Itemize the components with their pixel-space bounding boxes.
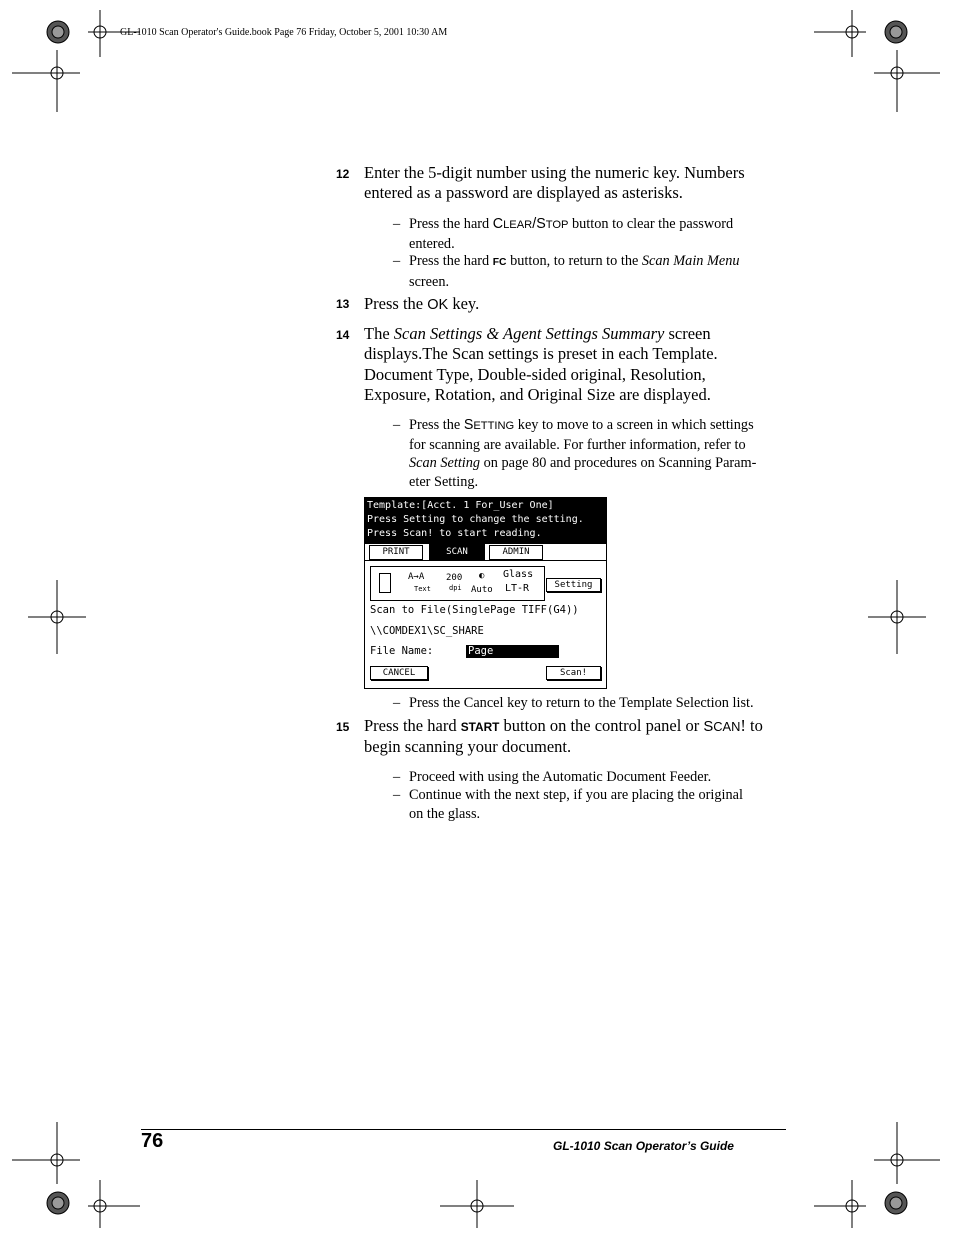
step-line: Exposure, Rotation, and Original Size are displayed. xyxy=(364,384,711,404)
setting-button[interactable]: Setting xyxy=(546,578,601,592)
bullet-dash: – xyxy=(393,695,401,711)
bullet-text: for scanning are available. For further information, refer to xyxy=(409,436,746,453)
step-line: key. xyxy=(448,294,480,313)
bullet-text: button, to return to the xyxy=(506,253,642,269)
exposure-label: Auto xyxy=(471,585,493,595)
bullet-dash: – xyxy=(393,769,401,785)
page-number: 76 xyxy=(141,1130,164,1152)
step-number: 13 xyxy=(336,297,350,311)
bullet-text: screen. xyxy=(409,273,450,290)
bullet-text: Proceed with using the Automatic Document Feeder. xyxy=(409,769,712,785)
bullet-text: Press the hard xyxy=(409,253,493,269)
step-line: Press the hard xyxy=(364,716,461,735)
bullet-dash: – xyxy=(393,417,401,433)
key-name: S xyxy=(463,417,474,433)
step-number: 14 xyxy=(336,328,350,342)
source-label: Glass xyxy=(503,569,534,580)
bullet-text: Continue with the next step, if you are placing the original xyxy=(409,787,743,803)
step-line: Document Type, Double-sided original, Resolution, xyxy=(364,364,706,384)
key-name: TOP xyxy=(545,219,569,231)
key-name: CAN xyxy=(713,719,741,734)
bullet-text: Press the xyxy=(409,417,464,433)
resolution-unit: dpi xyxy=(449,584,462,592)
tab-scan[interactable]: SCAN xyxy=(430,545,484,560)
share-path: \\COMDEX1\SC_SHARE xyxy=(370,625,484,637)
bullet-dash: – xyxy=(393,216,401,232)
key-name: ETTING xyxy=(473,420,515,432)
bullet-text: key to move to a screen in which settings xyxy=(514,417,754,433)
running-footer-title: GL-1010 Scan Operator’s Guide xyxy=(553,1139,734,1153)
scan-settings-screen xyxy=(364,497,607,689)
header-instruction: Press Setting to change the setting. xyxy=(367,514,584,525)
cross-reference: Scan Setting xyxy=(409,455,481,471)
bullet-text: Press the hard xyxy=(409,216,493,232)
exposure-icon: ◐ xyxy=(479,571,485,581)
tab-print[interactable]: PRINT xyxy=(369,545,423,560)
cancel-button[interactable]: CANCEL xyxy=(370,666,428,680)
step-line: Press the xyxy=(364,294,428,313)
key-name: C xyxy=(492,216,504,232)
file-name-label: File Name: xyxy=(370,645,434,657)
tab-admin[interactable]: ADMIN xyxy=(489,545,543,560)
template-title: Template:[Acct. 1 For_User One] xyxy=(367,500,554,511)
screen-name: Scan Main Menu xyxy=(641,253,740,269)
document-icon xyxy=(379,573,391,593)
doc-type-label: Text xyxy=(414,585,431,593)
bullet-text: entered. xyxy=(409,235,455,252)
step-line: entered as a password are displayed as asterisks. xyxy=(364,183,683,203)
bullet-text: on page 80 and procedures on Scanning Param- xyxy=(480,455,757,471)
book-slug: GL-1010 Scan Operator's Guide.book Page 76 Friday, October 5, 2001 10:30 AM xyxy=(120,27,448,38)
header-instruction: Press Scan! to start reading. xyxy=(367,528,542,539)
bullet-text: on the glass. xyxy=(409,805,481,822)
step-number: 12 xyxy=(336,167,350,181)
bullet-text: eter Setting. xyxy=(409,473,479,490)
step-text xyxy=(364,716,774,758)
key-name: LEAR xyxy=(503,219,533,231)
screen-name: Scan Settings & Agent Settings Summary xyxy=(393,324,665,343)
footer-rule xyxy=(141,1129,786,1130)
step-line: ! to xyxy=(740,716,763,735)
scan-button[interactable]: Scan! xyxy=(546,666,601,680)
step-line: begin scanning your document. xyxy=(364,737,572,757)
resolution-value: 200 xyxy=(446,573,463,583)
size-label: LT-R xyxy=(505,583,530,594)
divider xyxy=(365,560,606,561)
doc-type-icon: A→A xyxy=(408,572,425,582)
screen-header xyxy=(365,498,606,544)
bullet-dash: – xyxy=(393,253,401,269)
step-line: Enter the 5-digit number using the numeric key. Numbers xyxy=(364,163,745,182)
bullet-text: Press the Cancel key to return to the Template Selection list. xyxy=(409,695,754,711)
key-name: /S xyxy=(532,216,546,232)
step-text xyxy=(364,324,774,405)
settings-summary-box xyxy=(370,566,545,601)
step-number: 15 xyxy=(336,720,350,734)
scan-destination: Scan to File(SinglePage TIFF(G4)) xyxy=(370,604,579,616)
step-line: The xyxy=(364,324,394,343)
step-line: button on the control panel or xyxy=(499,716,704,735)
file-name-input[interactable]: Page xyxy=(466,645,559,658)
step-text xyxy=(364,163,774,204)
key-name: START xyxy=(460,720,500,734)
bullet-dash: – xyxy=(393,787,401,803)
step-line: displays.The Scan settings is preset in each Template. xyxy=(364,344,718,364)
step-text xyxy=(364,294,774,315)
bullet-text: button to clear the password xyxy=(568,216,734,232)
step-line: screen xyxy=(664,324,711,343)
key-name: FC xyxy=(492,257,507,268)
key-name: S xyxy=(703,719,714,735)
key-name: OK xyxy=(427,297,449,313)
